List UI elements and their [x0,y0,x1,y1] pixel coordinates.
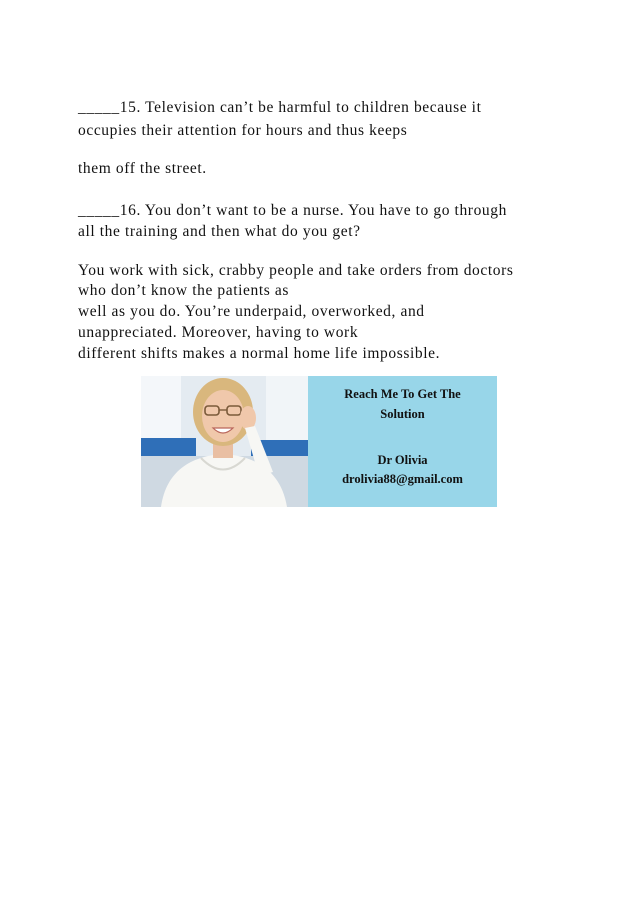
question-15-line-1: _____15. Television can’t be harmful to children because it [78,99,482,116]
paragraph-line-5: different shifts makes a normal home life impossible. [78,345,441,362]
contact-panel [308,376,497,507]
contact-email: drolivia88@gmail.com [342,472,463,486]
contact-banner [141,376,497,507]
woman-illustration [141,376,308,507]
paragraph-line-2: who don’t know the patients as [78,282,290,299]
contact-name: Dr Olivia [377,453,428,467]
paragraph-line-1: You work with sick, crabby people and take orders from doctors [78,262,514,279]
paragraph-line-3: well as you do. You’re underpaid, overworked, and [78,303,425,320]
question-16-line-2: all the training and then what do you get? [78,223,361,240]
paragraph-line-4: unappreciated. Moreover, having to work [78,324,359,341]
question-15-line-2: occupies their attention for hours and thus keeps [78,122,408,139]
woman-photo [141,376,308,507]
cta-line-2: Solution [380,407,425,421]
cta-line-1: Reach Me To Get The [344,387,461,401]
question-15-line-3: them off the street. [78,160,207,177]
question-16-line-1: _____16. You don’t want to be a nurse. You have to go through [78,202,507,219]
